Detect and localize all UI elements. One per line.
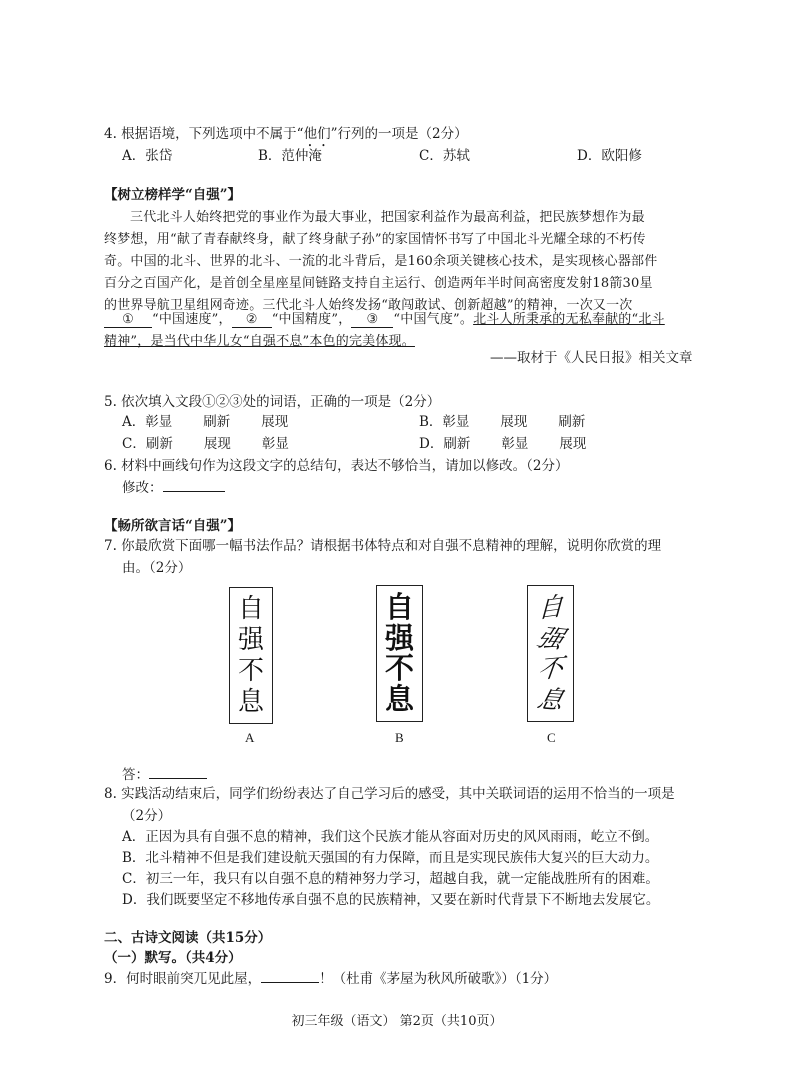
- section-role-model-heading: 【树立榜样学“自强”】: [104, 187, 242, 203]
- page-footer: 初三年级（语文） 第2页（共10页）: [291, 1014, 503, 1029]
- work-b-char-2: 强: [384, 620, 414, 655]
- q4-keyword: 他们: [303, 126, 331, 142]
- q7-stem-line1: 7. 你最欣赏下面哪一幅书法作品？请根据书体特点和对自强不息精神的理解，说明你欣赏的理: [104, 538, 662, 554]
- part2-heading: 二、古诗文阅读（共15分）: [104, 930, 272, 946]
- passage-line-5: 的世界导航卫星组网奇迹。三代北斗人始终发扬“敢闯敢试、创新超越”的精神，一次又一次: [104, 298, 633, 313]
- q5-option-b: [419, 410, 585, 430]
- q5-b-w1: 彰显: [442, 414, 470, 430]
- blank-2: ②: [232, 312, 272, 328]
- q5-option-c: [122, 432, 289, 452]
- section-speak-heading: 【畅所欲言话“自强”】: [104, 518, 242, 534]
- q5-a-letter: A．: [122, 414, 146, 430]
- q5-c-w3: 彰显: [261, 436, 289, 452]
- q5-b-w2: 展现: [500, 414, 528, 430]
- work-b-char-3: 不: [384, 651, 414, 686]
- q8-option-a: A．正因为具有自强不息的精神，我们这个民族才能从容面对历史的风风雨雨，屹立不倒。: [122, 829, 659, 845]
- passage-line-1: 三代北斗人始终把党的事业作为最大事业，把国家利益作为最高利益，把民族梦想作为最: [130, 210, 645, 225]
- q4-option-c: C．苏轼: [419, 148, 470, 164]
- work-a-char-3: 不: [237, 655, 264, 686]
- q5-d-w1: 刷新: [443, 436, 471, 452]
- passage-line-4: 百分之百国产化，是首创全星座星间链路支持自主运行、创造两年半时间高密度发射18箭30星: [104, 276, 653, 291]
- work-c-char-2: 强: [532, 622, 569, 654]
- calligraphy-work-a[interactable]: [229, 587, 273, 724]
- q4-stem-after: ”行列的一项是（2分）: [330, 126, 468, 142]
- q5-d-w3: 展现: [559, 436, 587, 452]
- passage-line-2: 终梦想，用“献了青春献终身，献了终身献子孙”的家国情怀书写了中国北斗光耀全球的不朽传: [104, 232, 646, 247]
- q7-answer-label: 答：: [122, 767, 149, 783]
- q4-option-a: A．张岱: [122, 148, 173, 164]
- q5-b-w3: 刷新: [558, 414, 586, 430]
- q6-answer: [122, 476, 225, 496]
- q7-answer-field[interactable]: [149, 764, 207, 779]
- q8-option-c: C．初三一年，我只有以自强不息的精神努力学习，超越自我，就一定能战胜所有的困难。: [122, 871, 659, 887]
- calligraphy-work-b[interactable]: [376, 585, 423, 722]
- q6-answer-field[interactable]: [163, 477, 225, 492]
- calligraphy-caption-c: C: [547, 730, 556, 745]
- q6-answer-label: 修改：: [122, 480, 163, 496]
- q8-stem-line2: （2分）: [122, 808, 172, 824]
- passage-line-7: [104, 330, 415, 349]
- calligraphy-work-c[interactable]: [527, 585, 574, 722]
- q5-d-letter: D．: [419, 436, 444, 452]
- underlined-sentence-part1: 北斗人所秉承的无私奉献的“北斗: [473, 312, 665, 327]
- term-2: “中国精度”，: [271, 312, 352, 327]
- underlined-sentence-part3: 本色的完美体现。: [309, 334, 415, 349]
- passage-line-6: [104, 308, 665, 328]
- q8-stem-line1: 8. 实践活动结束后，同学们纷纷表达了自己学习后的感受，其中关联词语的运用不恰当的一项是: [104, 786, 675, 802]
- blank-3: ③: [351, 312, 393, 328]
- q5-stem: 5. 依次填入文段①②③处的词语，正确的一项是（2分）: [104, 394, 441, 410]
- work-a-char-1: 自: [237, 594, 264, 625]
- work-a-char-2: 强: [237, 625, 264, 656]
- q4-option-d: D．欧阳修: [577, 148, 642, 164]
- q9-before: 9．何时眼前突兀见此屋，: [104, 971, 262, 987]
- q5-d-w2: 彰显: [501, 436, 529, 452]
- q9-answer-field[interactable]: [261, 968, 319, 983]
- calligraphy-caption-b: B: [395, 730, 404, 745]
- q5-option-a: [122, 410, 288, 430]
- q4-option-b: B．范仲淹: [258, 148, 322, 164]
- q5-c-letter: C．: [122, 436, 146, 452]
- q5-c-w1: 刷新: [145, 436, 173, 452]
- q7-stem-line2: 由。（2分）: [122, 560, 192, 576]
- q9-line: [104, 967, 557, 987]
- work-c-char-1: 自: [537, 590, 564, 624]
- term-1: “中国速度”，: [152, 312, 232, 327]
- q8-option-b: B．北斗精神不但是我们建设航天强国的有力保障，而且是实现民族伟大复兴的巨大动力。: [122, 850, 659, 866]
- passage-line-3: 奇。中国的北斗、世界的北斗、一流的北斗背后，是160余项关键核心技术，是实现核心器部件: [104, 254, 658, 269]
- q5-a-w3: 展现: [261, 414, 289, 430]
- work-a-char-4: 息: [237, 686, 264, 717]
- q6-stem: 6. 材料中画线句作为这段文字的总结句，表达不够恰当，请加以修改。（2分）: [104, 458, 569, 474]
- work-b-char-1: 自: [384, 589, 414, 624]
- work-c-char-4: 息: [534, 684, 567, 715]
- blank-1: ①: [104, 312, 152, 328]
- underlined-sentence-part2: 精神”，是当代中华儿女“自强不息”: [104, 334, 310, 349]
- q5-c-w2: 展现: [203, 436, 231, 452]
- q5-a-w1: 彰显: [145, 414, 173, 430]
- q7-answer: [122, 763, 207, 783]
- work-c-char-3: 不: [536, 653, 565, 685]
- calligraphy-caption-a: A: [245, 730, 255, 745]
- q9-after: ！（杜甫《茅屋为秋风所破歌》）（1分）: [319, 971, 558, 987]
- term-3: “中国气度”。: [393, 312, 474, 327]
- q5-a-w2: 刷新: [203, 414, 231, 430]
- passage-source: ——取材于《人民日报》相关文章: [490, 350, 693, 366]
- q8-option-d: D．我们既要坚定不移地传承自强不息的民族精神，又要在新时代背景下不断地去发展它。: [122, 892, 660, 908]
- work-b-char-4: 息: [384, 682, 414, 717]
- q5-b-letter: B．: [419, 414, 443, 430]
- part2-subheading: （一）默写。（共4分）: [104, 950, 242, 966]
- q4-stem-before: 4. 根据语境，下列选项中不属于“: [104, 126, 304, 142]
- q5-option-d: [419, 432, 586, 452]
